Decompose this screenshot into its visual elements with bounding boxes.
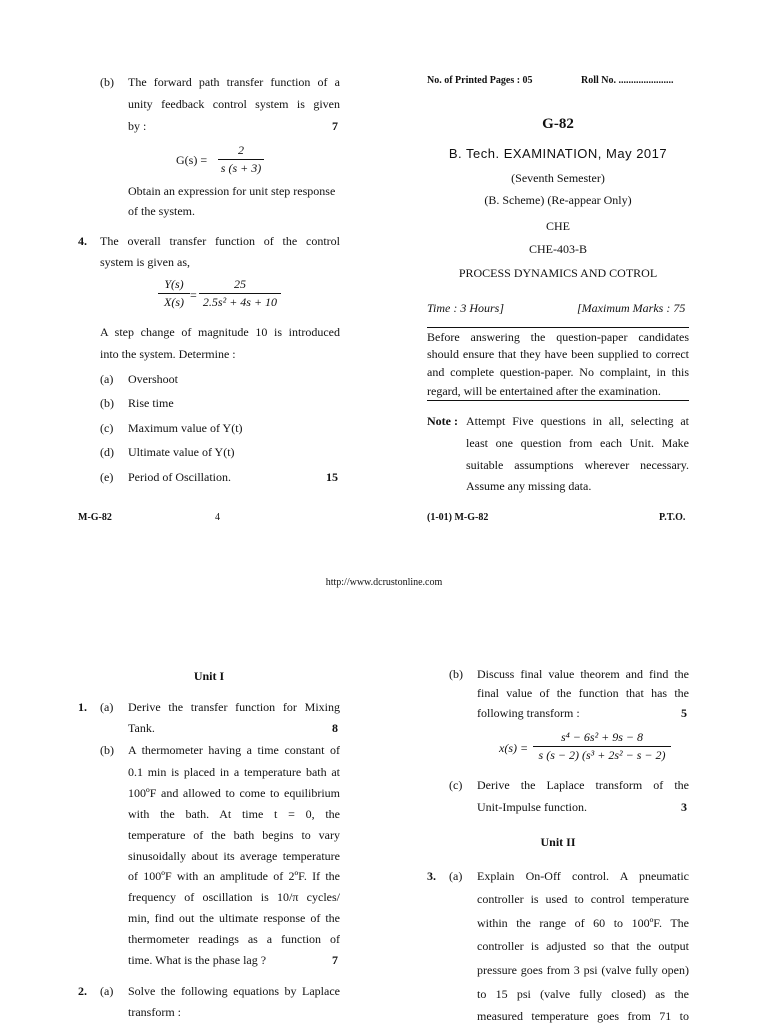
q4-after-1: A step change of magnitude 10 is introduced [100, 325, 340, 339]
branch: CHE [546, 219, 570, 233]
q1a-marks: 8 [332, 721, 338, 735]
q2b-marks: 7 [332, 119, 338, 133]
q2a-label: (a) [100, 984, 114, 998]
q1b-line: 100ºF and allowed to come to equilibrium [128, 786, 340, 800]
q4-part-text: Period of Oscillation. [128, 470, 231, 484]
q3a-line: controller is adjusted so that the output [477, 939, 689, 953]
paper-code: G-82 [542, 116, 574, 132]
q2a-line: transform : [128, 1005, 181, 1019]
q2b-line-3: by : [128, 119, 147, 133]
footer-right-code: (1-01) M-G-82 [427, 512, 489, 523]
fraction-bar [158, 293, 190, 294]
printed-pages: No. of Printed Pages : 05 [427, 75, 533, 86]
q4-part-label: (a) [100, 372, 114, 386]
instruction-line: Before answering the question-paper candidates [427, 330, 689, 344]
q2b-after-2: of the system. [128, 204, 195, 218]
divider [427, 327, 689, 328]
q3a-line: Explain On-Off control. A pneumatic [477, 869, 689, 883]
q2b-eq-lhs: x(s) = [499, 741, 529, 755]
note-line: Attempt Five questions in all, selecting at [466, 414, 689, 428]
note-line: suitable assumptions wherever necessary. [466, 458, 689, 472]
q1-number: 1. [78, 700, 87, 714]
course-code: CHE-403-B [529, 242, 587, 256]
q4-lhs-denominator: X(s) [164, 295, 184, 309]
note-line: least one question from each Unit. Make [466, 436, 689, 450]
q3a-line: within the range of 60 to 100ºF. The [477, 916, 689, 930]
q4-rhs-numerator: 25 [234, 277, 246, 291]
q4-part-label: (c) [100, 421, 114, 435]
q4-after-2: into the system. Determine : [100, 347, 236, 361]
fraction-bar [199, 293, 281, 294]
q2b-after-1: Obtain an expression for unit step response [128, 184, 336, 198]
q4-rhs-denominator: 2.5s² + 4s + 10 [202, 295, 278, 309]
q4-marks: 15 [326, 470, 338, 484]
q2b-numerator: s⁴ − 6s² + 9s − 8 [560, 730, 644, 744]
footer-left-code: M-G-82 [78, 512, 112, 523]
exam-title: B. Tech. EXAMINATION, May 2017 [448, 146, 668, 161]
q2c-line: Unit-Impulse function. [477, 800, 587, 814]
q4-lhs-numerator: Y(s) [164, 277, 184, 291]
q1b-line: time. What is the phase lag ? [128, 953, 267, 967]
q2b-label: (b) [100, 75, 114, 89]
equals-sign: = [190, 288, 197, 302]
q1b-line: 0.1 min is placed in a temperature bath at [128, 765, 340, 779]
fraction-bar [218, 159, 264, 160]
q2b-line: final value of the function that has the [477, 686, 689, 700]
q1a-line: Tank. [128, 721, 155, 735]
q2b-line-2: unity feedback control system is given [128, 97, 340, 111]
q4-part-label: (b) [100, 396, 114, 410]
q1b-marks: 7 [332, 953, 338, 967]
q4-line-2: system is given as, [100, 255, 190, 269]
q3a-line: to 15 psi (valve fully closed) as the [477, 987, 689, 1001]
q1b-line: min, find out the ultimate response of the [128, 911, 340, 925]
q2b-label: (b) [449, 667, 463, 681]
divider [427, 400, 689, 401]
note-line: Assume any missing data. [466, 479, 592, 493]
q1b-line: thermometer readings as a function of [128, 932, 340, 946]
q1b-line: A thermometer having a time constant of [128, 743, 340, 757]
q1b-line: with the bath. At time t = 0, the [128, 807, 340, 821]
note-label: Note : [427, 414, 458, 428]
q2b-line: following transform : [477, 706, 580, 720]
source-url[interactable]: http://www.dcrustonline.com [325, 577, 443, 588]
course-title: PROCESS DYNAMICS AND COTROL [458, 266, 658, 280]
q4-part-text: Rise time [128, 396, 174, 410]
q2-number: 2. [78, 984, 87, 998]
q3a-label: (a) [449, 869, 463, 883]
q3a-line: measured temperature goes from 71 to [477, 1009, 689, 1023]
q2b-line-1: The forward path transfer function of a [128, 75, 340, 89]
q2b-denominator: s (s − 2) (s³ + 2s² − s − 2) [538, 748, 666, 762]
q2a-line: Solve the following equations by Laplace [128, 984, 340, 998]
q4-lhs-fraction [158, 277, 190, 310]
q2b-line: Discuss final value theorem and find the [477, 667, 689, 681]
q1a-label: (a) [100, 700, 114, 714]
footer-pto: P.T.O. [659, 512, 686, 523]
q2b-numerator: 2 [238, 143, 244, 157]
q1b-line: frequency of oscillation is 10/π cycles/ [128, 890, 340, 904]
fraction-bar [533, 746, 671, 747]
q1b-label: (b) [100, 743, 114, 757]
instruction-line: regard, will be entertained after the examination. [427, 384, 661, 398]
q4-part-text: Maximum value of Y(t) [128, 421, 243, 435]
q2c-line: Derive the Laplace transform of the [477, 778, 689, 792]
q3-number: 3. [427, 869, 436, 883]
q4-part-label: (d) [100, 445, 114, 459]
q1b-line: of 100ºF with an amplitude of 2ºF. If the [128, 869, 340, 883]
q4-rhs-fraction [199, 277, 281, 310]
semester: (Seventh Semester) [511, 171, 605, 185]
q2c-marks: 3 [681, 800, 687, 814]
q2b-fraction [218, 143, 264, 176]
q3a-line: controller is used to control temperature [477, 892, 689, 906]
instruction-line: should ensure that they have been supplied to correct [427, 347, 689, 361]
q3a-line: pressure goes from 3 psi (valve fully open) [477, 963, 689, 977]
q4-part-text: Ultimate value of Y(t) [128, 445, 235, 459]
q2b-eq-lhs: G(s) = [176, 153, 208, 167]
time-allowed: Time : 3 Hours] [427, 301, 505, 315]
unit-1-heading: Unit I [193, 669, 225, 683]
q1b-line: sinusoidally about its average temperature [128, 849, 340, 863]
q1a-line: Derive the transfer function for Mixing [128, 700, 340, 714]
q4-line-1: The overall transfer function of the control [100, 234, 340, 248]
q2b-fraction [533, 730, 671, 763]
scheme: (B. Scheme) (Re-appear Only) [484, 193, 632, 207]
q2b-marks: 5 [681, 706, 687, 720]
q4-part-label: (e) [100, 470, 114, 484]
q4-part-text: Overshoot [128, 372, 178, 386]
instruction-line: and complete question-paper. No complaint, in this [427, 365, 689, 379]
footer-left-page: 4 [215, 512, 220, 523]
q1b-line: temperature of the bath begins to vary [128, 828, 340, 842]
maximum-marks: [Maximum Marks : 75 [577, 301, 686, 315]
roll-no: Roll No. ...................... [581, 75, 674, 86]
unit-2-heading: Unit II [540, 835, 576, 849]
q4-number: 4. [78, 234, 87, 248]
q2c-label: (c) [449, 778, 463, 792]
q2b-denominator: s (s + 3) [220, 161, 262, 175]
